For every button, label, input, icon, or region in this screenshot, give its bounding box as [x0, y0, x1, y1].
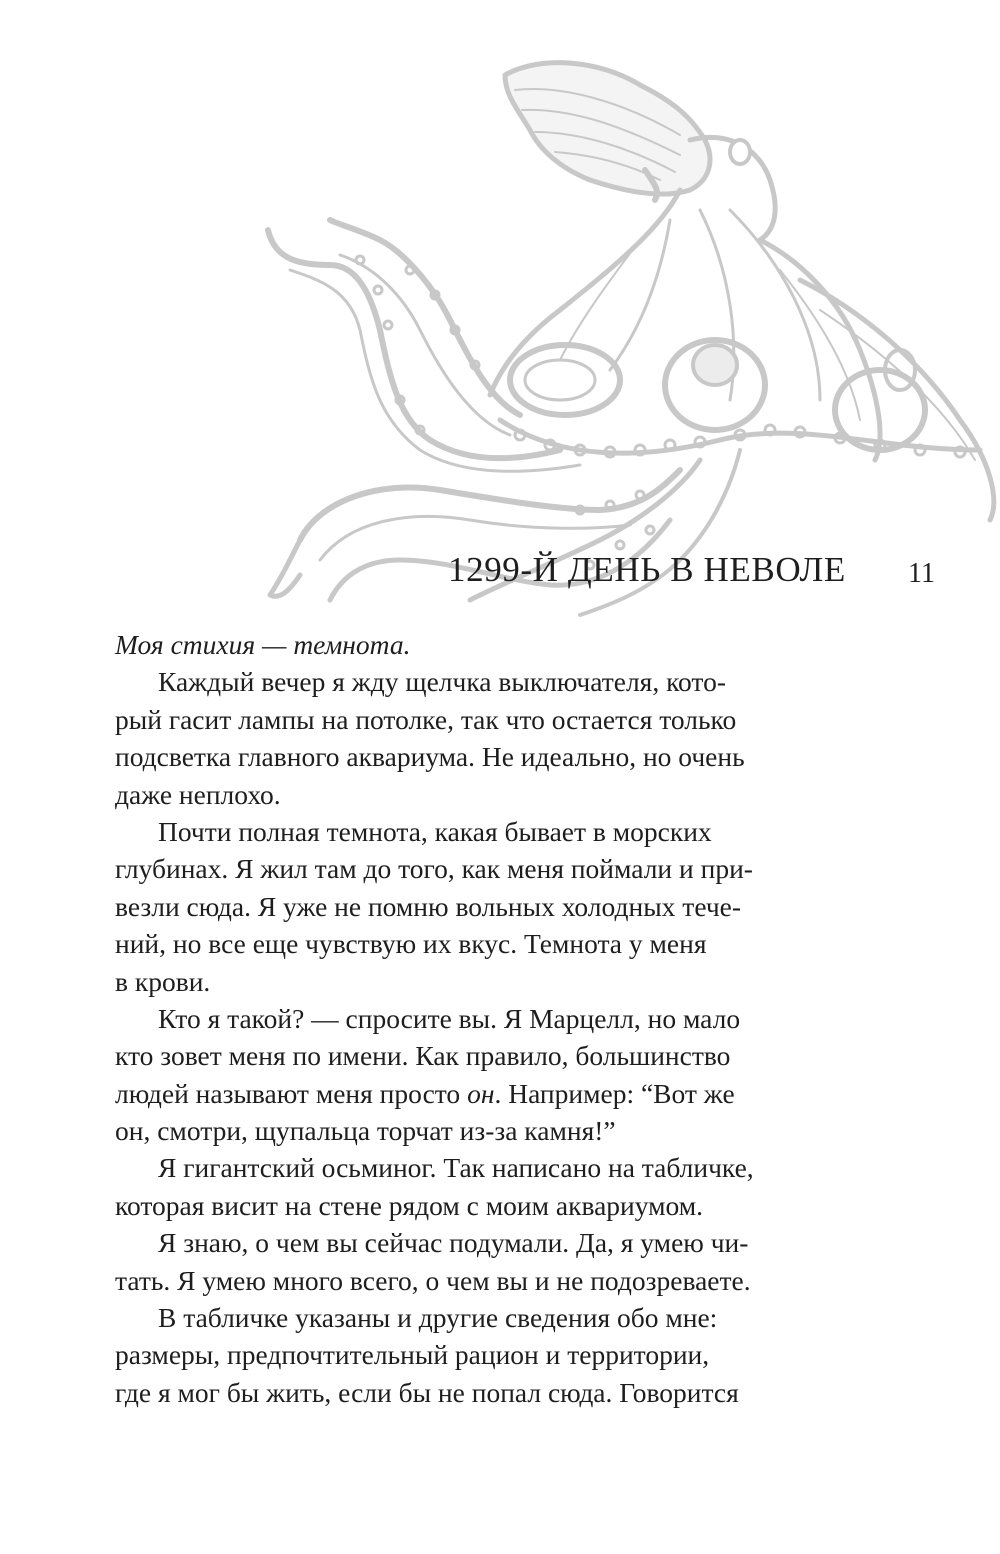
chapter-title: 1299-Й ДЕНЬ В НЕВОЛЕ: [448, 550, 846, 589]
text-segment: . Например: “Вот же: [494, 1077, 735, 1109]
text-line: даже неплохо.: [115, 778, 281, 810]
text-line: подсветка главного аквариума. Не идеально, но очень: [115, 741, 745, 773]
text-line: [115, 1075, 850, 1112]
text-line: Я гигантский осьминог. Так написано на табличке,: [158, 1152, 754, 1184]
text-line: где я мог бы жить, если бы не попал сюда. Говорится: [115, 1376, 739, 1408]
text-line: ний, но все еще чувствую их вкус. Темнота у меня: [115, 928, 707, 960]
octopus-illustration-icon: [260, 40, 1000, 620]
text-line: В табличке указаны и другие сведения обо мне:: [158, 1302, 718, 1334]
text-line: Кто я такой? — спросите вы. Я Марцелл, но мало: [158, 1002, 741, 1034]
text-line: в крови.: [115, 965, 211, 997]
text-line: которая висит на стене рядом с моим аквариумом.: [115, 1189, 704, 1221]
text-segment: людей называют меня просто: [115, 1077, 468, 1109]
text-line: Почти полная темнота, какая бывает в морских: [158, 815, 712, 847]
text-line: Я знаю, о чем вы сейчас подумали. Да, я умею чи-: [158, 1227, 749, 1259]
text-line: размеры, предпочтительный рацион и территории,: [115, 1339, 710, 1371]
text-line: он, смотри, щупальца торчат из-за камня!”: [115, 1115, 616, 1147]
emphasis-word: он: [467, 1077, 495, 1109]
text-line: тать. Я умею много всего, о чем вы и не подозреваете.: [115, 1264, 751, 1296]
body-text: [115, 626, 850, 1411]
text-line: рый гасит лампы на потолке, так что остается только: [115, 703, 737, 735]
text-line: Каждый вечер я жду щелчка выключателя, кото-: [158, 666, 726, 698]
page-number: 11: [908, 558, 935, 589]
running-head: [0, 548, 1000, 598]
text-line: глубинах. Я жил там до того, как меня поймали и при-: [115, 853, 753, 885]
text-line: везли сюда. Я уже не помню вольных холодных тече-: [115, 890, 742, 922]
epigraph-line: Моя стихия — темнота.: [115, 629, 411, 660]
text-line: кто зовет меня по имени. Как правило, большинство: [115, 1040, 731, 1072]
